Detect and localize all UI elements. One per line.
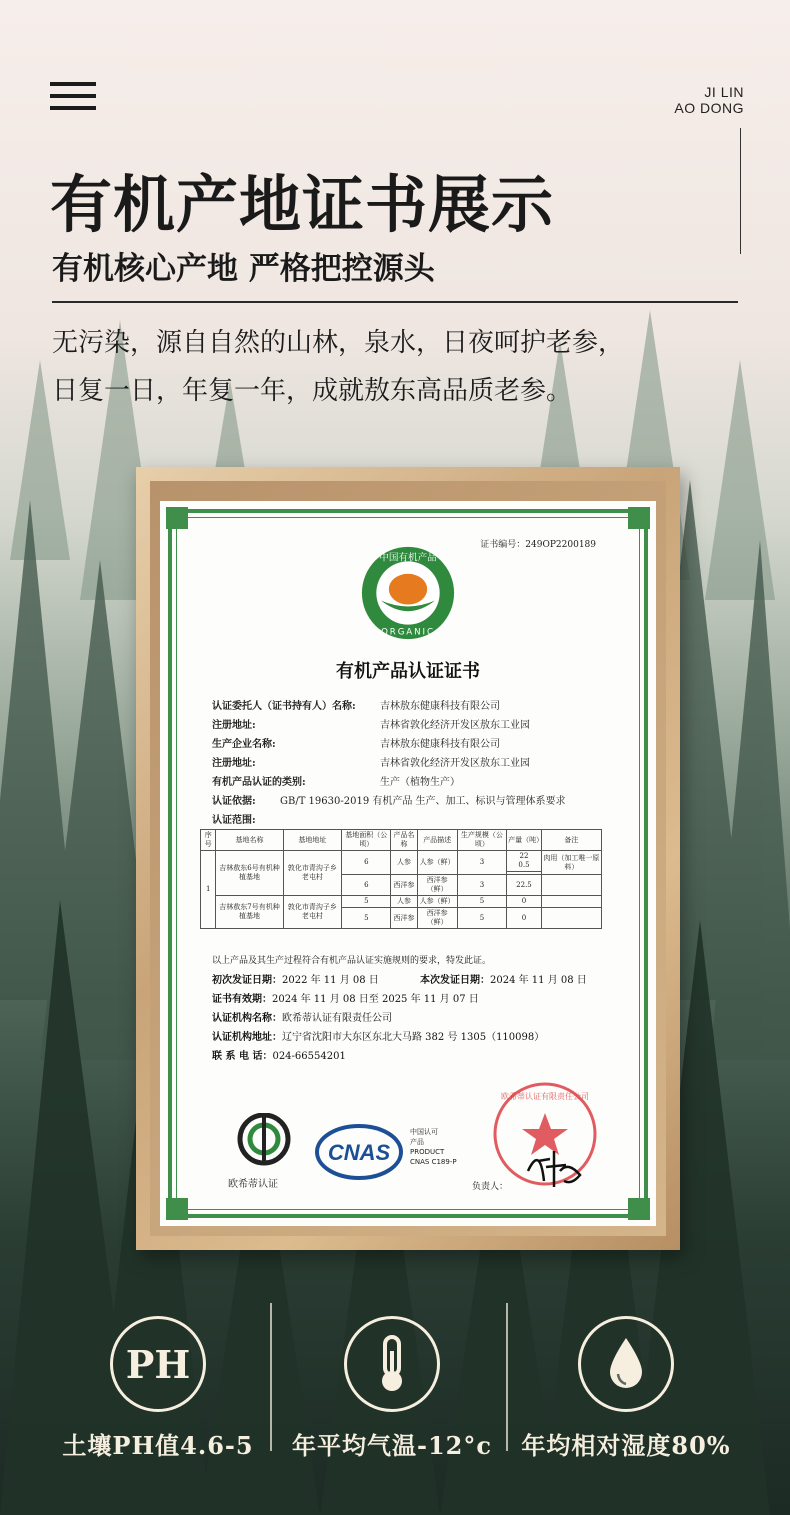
- table-header-row: [201, 830, 602, 851]
- stat-humidity: [496, 1316, 756, 1461]
- certificate-frame: [136, 467, 680, 1250]
- table-cell: 人参: [391, 896, 417, 908]
- table-cell: 敦化市青沟子乡老屯村: [283, 896, 341, 929]
- validity-row: [212, 990, 479, 1005]
- corner-ornament: [166, 507, 188, 529]
- phone-label: 联 系 电 话：: [212, 1051, 273, 1062]
- page-subtitle: 有机核心产地 严格把控源头: [52, 251, 435, 287]
- table-cell: 西洋参（鲜）: [417, 908, 457, 929]
- certificate-number: 证书编号：249OP2200189: [480, 540, 596, 550]
- certificate-paper: [160, 501, 656, 1226]
- table-cell: 吉林敖东6号有机种植基地: [216, 851, 283, 896]
- info-label: 认证范围:: [212, 815, 256, 826]
- table-cell: 西洋参: [391, 908, 417, 929]
- table-cell: 人参（鲜）: [417, 851, 457, 875]
- table-cell: [541, 875, 601, 896]
- table-cell: 6: [342, 851, 391, 875]
- table-cell: 吉林敖东7号有机种植基地: [216, 896, 283, 929]
- info-label: 认证依据:: [212, 796, 256, 807]
- title-divider: [52, 301, 738, 303]
- current-issue-label: 本次发证日期：: [420, 975, 490, 986]
- validity-label: 证书有效期：: [212, 994, 272, 1005]
- body-label: 认证机构名称：: [212, 1013, 282, 1024]
- stamp-text: 欧希蒂认证有限责任公司: [501, 1092, 589, 1101]
- cnas-line: PRODUCT: [410, 1148, 445, 1156]
- info-row: [212, 697, 500, 712]
- organic-seal-icon: [360, 545, 456, 641]
- address-row: [212, 1028, 544, 1043]
- table-cell: 5: [342, 908, 391, 929]
- cnas-logo-icon: [314, 1123, 404, 1181]
- info-value: 吉林敖东健康科技有限公司: [380, 739, 500, 750]
- current-issue-date: 2024 年 11 月 08 日: [490, 975, 587, 986]
- frame-inner: [150, 481, 666, 1236]
- table-header: 基地名称: [216, 830, 283, 851]
- table-cell: 22.5: [507, 875, 542, 896]
- seal-bottom-text: ORGANIC: [381, 627, 435, 638]
- info-value: 吉林省敦化经济开发区敖东工业园: [380, 720, 530, 731]
- water-drop-icon: [578, 1316, 674, 1412]
- validity-value: 2024 年 11 月 08 日至 2025 年 11 月 07 日: [272, 994, 479, 1005]
- stat-label: 土壤PH值4.6-5: [62, 1431, 254, 1460]
- table-header: 产品描述: [417, 830, 457, 851]
- brand-line-2: AO DONG: [674, 100, 744, 116]
- table-cell: 6: [342, 875, 391, 896]
- first-issue-date: 2022 年 11 月 08 日: [282, 975, 379, 986]
- table-cell: [541, 896, 601, 908]
- certificate-heading: 有机产品认证证书: [336, 661, 480, 682]
- cnas-line: 中国认可: [410, 1128, 438, 1136]
- table-cell: 0: [507, 896, 542, 908]
- phone-row: [212, 1047, 346, 1062]
- corner-ornament: [166, 1198, 188, 1220]
- description-line-1: 无污染，源自自然的山林，泉水，日夜呵护老参，: [52, 328, 625, 358]
- table-row: [201, 896, 602, 908]
- address-value: 辽宁省沈阳市大东区东北大马路 382 号 1305（110098）: [282, 1032, 545, 1043]
- table-cell: 5: [342, 896, 391, 908]
- table-cell: 5: [457, 896, 506, 908]
- corner-ornament: [628, 507, 650, 529]
- table-cell: 3: [457, 851, 506, 875]
- table-cell: 0: [507, 908, 542, 929]
- seal-top-text: 中国有机产品: [379, 552, 437, 564]
- info-row: [212, 735, 500, 750]
- table-cell: 西洋参: [391, 875, 417, 896]
- info-value: 吉林省敦化经济开发区敖东工业园: [380, 758, 530, 769]
- brand-line-1: JI LIN: [704, 84, 744, 100]
- table-header: 基地面积（公顷）: [342, 830, 391, 851]
- stat-label: 年平均气温-12°c: [292, 1431, 492, 1460]
- info-value: 生产（植物生产）: [380, 777, 460, 788]
- table-header: 备注: [541, 830, 601, 851]
- cnas-line: 产品: [410, 1138, 424, 1146]
- info-row: [212, 792, 566, 807]
- table-cell: 3: [457, 875, 506, 896]
- stat-soil-ph: [28, 1316, 288, 1461]
- stat-temperature: [262, 1316, 522, 1461]
- info-row: [212, 773, 460, 788]
- address-label: 认证机构地址：: [212, 1032, 282, 1043]
- info-label: 注册地址:: [212, 758, 256, 769]
- info-label: 认证委托人（证书持有人）名称:: [212, 701, 356, 712]
- cnas-line: CNAS C189-P: [410, 1158, 457, 1166]
- info-row: [212, 754, 530, 769]
- first-issue-label: 初次发证日期：: [212, 975, 282, 986]
- table-cell: [541, 908, 601, 929]
- info-label: 生产企业名称:: [212, 739, 276, 750]
- output-value: 0.5: [518, 861, 530, 869]
- table-header: 生产规模（公顷）: [457, 830, 506, 851]
- table-cell: 5: [457, 908, 506, 929]
- certification-logo-icon: [232, 1113, 296, 1173]
- table-header: 产量（吨）: [507, 830, 542, 851]
- body-value: 欧希蒂认证有限责任公司: [282, 1013, 392, 1024]
- signature-icon: [520, 1141, 590, 1193]
- table-cell: 1: [201, 851, 216, 929]
- corner-ornament: [628, 1198, 650, 1220]
- page-title: 有机产地证书展示: [50, 168, 555, 241]
- phone-value: 024-66554201: [272, 1051, 346, 1062]
- vertical-divider: [740, 128, 741, 254]
- table-cell: 西洋参（鲜）: [417, 875, 457, 896]
- table-header: 基地地址: [283, 830, 341, 851]
- info-row: [212, 716, 530, 731]
- info-value: 吉林敖东健康科技有限公司: [380, 701, 500, 712]
- body-row: [212, 1009, 392, 1024]
- table-cell: [507, 851, 542, 872]
- output-value: 22: [519, 852, 529, 860]
- responsible-label: 负责人：: [472, 1182, 509, 1192]
- ph-icon-text: PH: [125, 1341, 191, 1387]
- thermometer-icon: [344, 1316, 440, 1412]
- table-cell: 敦化市青沟子乡老屯村: [283, 851, 341, 896]
- scope-table: [200, 829, 602, 929]
- menu-icon[interactable]: [50, 82, 96, 110]
- info-label: 注册地址:: [212, 720, 256, 731]
- table-cell: 肉用（加工唯一原料）: [541, 851, 601, 875]
- table-header: 产品名称: [391, 830, 417, 851]
- certification-logo-caption: 欧希蒂认证: [228, 1179, 278, 1190]
- table-cell: 人参（鲜）: [417, 896, 457, 908]
- info-row: [212, 811, 256, 826]
- cnas-caption: [410, 1127, 457, 1167]
- issue-dates: [212, 971, 587, 986]
- ph-icon: [110, 1316, 206, 1412]
- info-label: 有机产品认证的类别:: [212, 777, 306, 788]
- info-value: GB/T 19630-2019 有机产品 生产、加工、标识与管理体系要求: [280, 796, 566, 807]
- description-line-2: 日复一日，年复一年，成就敖东高品质老参。: [52, 376, 573, 406]
- table-cell: 人参: [391, 851, 417, 875]
- table-header: 序号: [201, 830, 216, 851]
- brand-mark: [674, 84, 744, 116]
- cnas-text: CNAS: [327, 1140, 391, 1165]
- stat-label: 年均相对湿度80%: [521, 1431, 731, 1460]
- table-row: [201, 851, 602, 872]
- certificate-statement: 以上产品及其生产过程符合有机产品认证实施规则的要求，特发此证。: [212, 956, 492, 966]
